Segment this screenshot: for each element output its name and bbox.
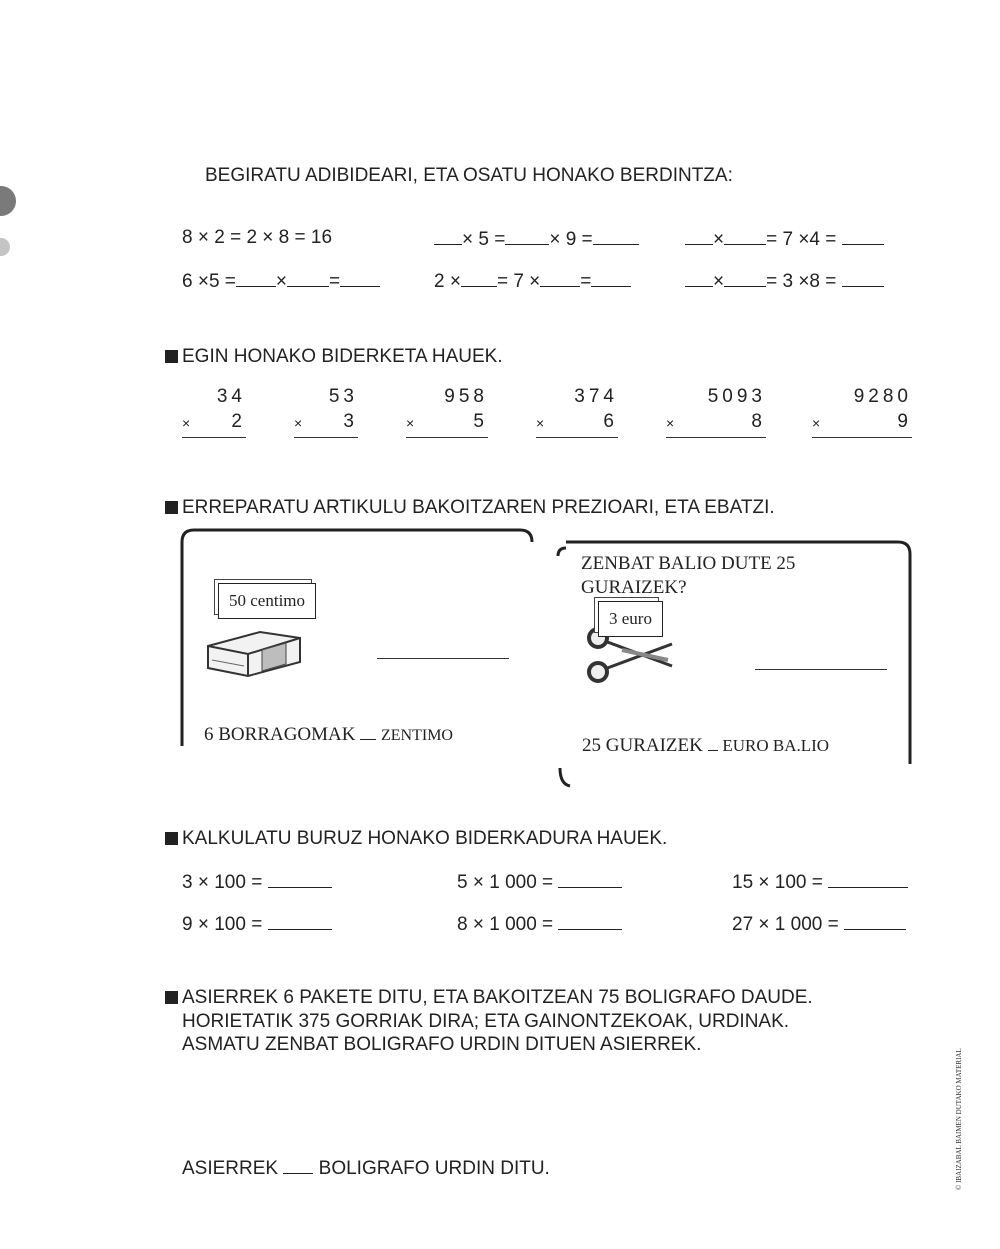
blank[interactable]: [724, 269, 766, 287]
blank[interactable]: [283, 1156, 313, 1174]
equation-2c: × = 3 ×8 =: [685, 269, 884, 293]
section4-title: KALKULATU BURUZ HONAKO BIDERKADURA HAUEK.: [165, 828, 667, 850]
square-bullet-icon: [165, 991, 178, 1004]
price-tag: 3 euro: [598, 601, 663, 637]
price-tag: 50 centimo: [218, 583, 316, 619]
square-bullet-icon: [165, 832, 178, 845]
word-problem-line3: ASMATU ZENBAT BOLIGRAFO URDIN DITUEN ASIERREK.: [182, 1034, 702, 1055]
blank[interactable]: [724, 227, 766, 245]
scissors-question: ZENBAT BALIO DUTE 25 GURAIZEK?: [581, 553, 796, 598]
sum-line: [812, 437, 912, 438]
blank[interactable]: [505, 227, 549, 245]
left-answer: 6 BORRAGOMAK ZENTIMO: [204, 724, 453, 745]
word-problem-answer: ASIERREK BOLIGRAFO URDIN DITU.: [182, 1158, 550, 1179]
sum-line: [294, 437, 358, 438]
blank[interactable]: [842, 227, 884, 245]
blank[interactable]: [287, 269, 329, 287]
word-problem-line1: ASIERREK 6 PAKETE DITU, ETA BAKOITZEAN 75 BOLIGRAFO DAUDE.: [165, 987, 813, 1009]
blank[interactable]: [340, 269, 380, 287]
blank[interactable]: [591, 269, 631, 287]
mental-calc-item: 8 × 1 000 =: [457, 912, 622, 936]
equation-2a: 6 ×5 = × =: [182, 269, 380, 293]
blank[interactable]: [558, 870, 622, 888]
equation-1b: × 5 = × 9 =: [434, 227, 639, 251]
answer-line[interactable]: [377, 658, 509, 659]
section1-title: BEGIRATU ADIBIDEARI, ETA OSATU HONAKO BERDINTZA:: [205, 165, 733, 186]
blank[interactable]: [268, 870, 332, 888]
sum-line: [666, 437, 766, 438]
blank[interactable]: [434, 227, 462, 245]
blank[interactable]: [236, 269, 276, 287]
multiplication-problem: 53 × 3: [294, 386, 358, 442]
multiplication-problem: 5093 × 8: [666, 386, 766, 442]
equation-2b: 2 × = 7 × =: [434, 269, 631, 293]
mental-calc-item: 15 × 100 =: [732, 870, 908, 894]
word-problem-line2: HORIETATIK 375 GORRIAK DIRA; ETA GAINONTZEKOAK, URDINAK.: [182, 1011, 790, 1032]
square-bullet-icon: [165, 501, 178, 514]
square-bullet-icon: [165, 350, 178, 363]
multiplication-problem: 34 × 2: [182, 386, 246, 442]
blank[interactable]: [828, 870, 908, 888]
right-answer: 25 GURAIZEK EURO BA.LIO: [582, 735, 830, 756]
sum-line: [182, 437, 246, 438]
blank[interactable]: [461, 269, 497, 287]
mental-calc-item: 9 × 100 =: [182, 912, 332, 936]
sum-line: [406, 437, 488, 438]
blank[interactable]: [708, 736, 718, 751]
mental-calc-item: 3 × 100 =: [182, 870, 332, 894]
blank[interactable]: [593, 227, 639, 245]
blank[interactable]: [558, 912, 622, 930]
eraser-icon: [200, 612, 310, 682]
multiplication-problem: 374 × 6: [536, 386, 618, 442]
blank[interactable]: [268, 912, 332, 930]
answer-line[interactable]: [755, 669, 887, 670]
blank[interactable]: [842, 269, 884, 287]
section2-title: EGIN HONAKO BIDERKETA HAUEK.: [165, 346, 503, 368]
section3-title: ERREPARATU ARTIKULU BAKOITZAREN PREZIOARI, ETA EBATZI.: [165, 497, 775, 519]
multiplication-problem: 958 × 5: [406, 386, 488, 442]
equation-1c: × = 7 ×4 =: [685, 227, 884, 251]
blank[interactable]: [685, 269, 713, 287]
blank[interactable]: [360, 725, 376, 740]
blank[interactable]: [540, 269, 580, 287]
sum-line: [536, 437, 618, 438]
multiplication-problem: 9280 × 9: [812, 386, 912, 442]
mental-calc-item: 27 × 1 000 =: [732, 912, 906, 936]
mental-calc-item: 5 × 1 000 =: [457, 870, 622, 894]
blank[interactable]: [844, 912, 906, 930]
blank[interactable]: [685, 227, 713, 245]
copyright-text: © IBAIZABAL BAIMEN DUTAKO MATERIAL: [955, 1048, 963, 1190]
margin-dot-small: [0, 238, 10, 256]
margin-dot-large: [0, 186, 16, 216]
example-equation: 8 × 2 = 2 × 8 = 16: [182, 227, 333, 248]
